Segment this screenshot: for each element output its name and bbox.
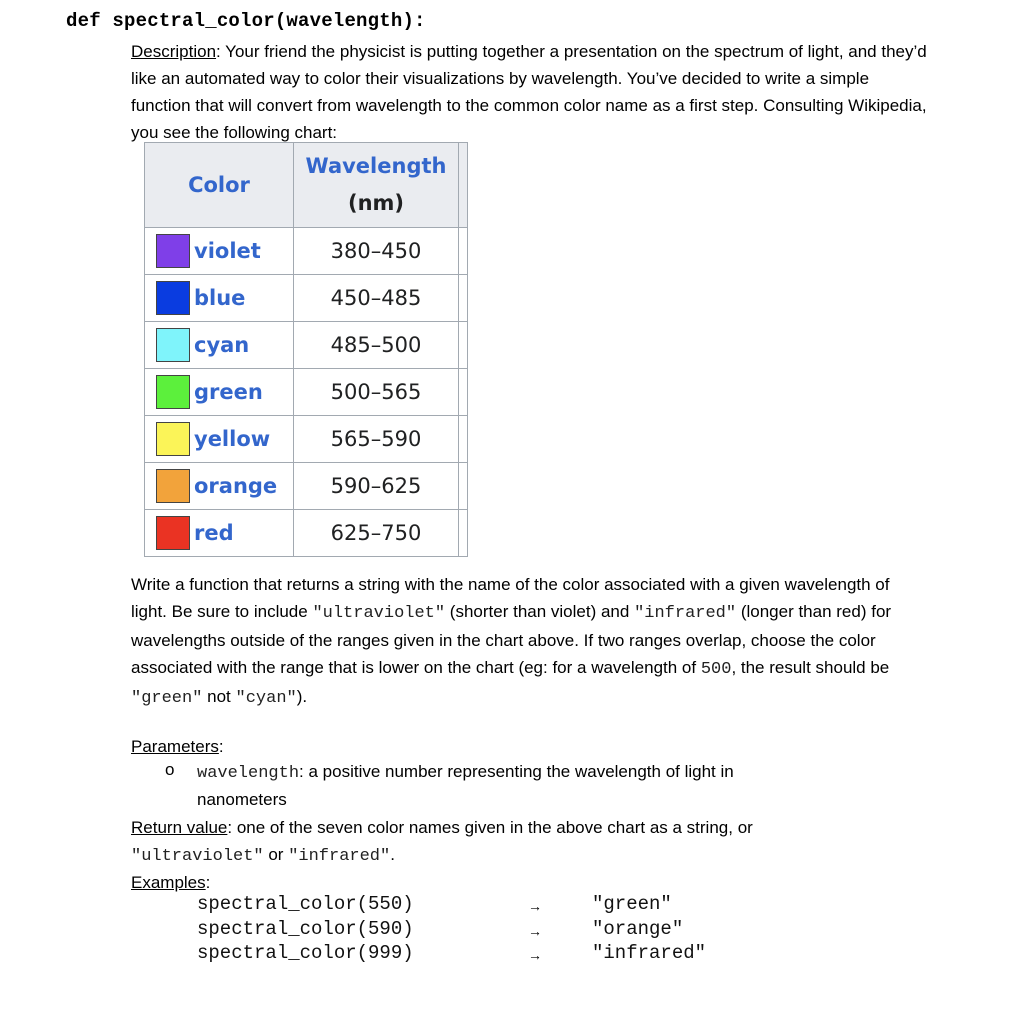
task-text: , the result should be	[731, 658, 890, 677]
extra-cell	[459, 510, 468, 557]
example-call: spectral_color(550)	[197, 893, 414, 915]
task-text: ).	[296, 687, 308, 706]
parameter-bullet: o	[165, 760, 175, 779]
table-row	[145, 510, 468, 557]
color-cell	[145, 510, 294, 557]
table-row	[145, 463, 468, 510]
task-paragraph	[131, 571, 921, 712]
task-text: (shorter than violet) and	[445, 602, 635, 621]
arrow-icon: →	[528, 923, 542, 939]
inline-code: "cyan"	[235, 689, 297, 708]
range-cell: 565–590	[294, 416, 459, 463]
range-cell: 625–750	[294, 510, 459, 557]
extra-cell	[459, 416, 468, 463]
description-label: Description	[131, 42, 217, 61]
color-cell	[145, 322, 294, 369]
color-cell	[145, 228, 294, 275]
color-swatch	[156, 328, 190, 362]
wavelength-header-line1: Wavelength	[305, 154, 447, 178]
extra-cell	[459, 463, 468, 510]
inline-code: "ultraviolet"	[312, 604, 446, 623]
table-row	[145, 416, 468, 463]
range-cell: 500–565	[294, 369, 459, 416]
inline-code: "ultraviolet"	[131, 847, 264, 866]
color-cell	[145, 416, 294, 463]
return-value-label: Return value	[131, 818, 228, 837]
color-swatch	[156, 375, 190, 409]
parameters-heading: Parameters:	[131, 737, 224, 756]
description-text: : Your friend the physicist is putting together a presentation on the spectrum of light, and they’d like an automated way to color their visualizations by wavelength. You’ve decided to write a simple function that will convert from wavelength to the common color name as a first step. Consulting Wikipedia, you see the following chart:	[131, 42, 927, 142]
extra-cell	[459, 322, 468, 369]
extra-cell	[459, 369, 468, 416]
inline-code: "infrared"	[288, 847, 391, 866]
color-swatch	[156, 469, 190, 503]
example-result: "green"	[592, 893, 672, 915]
task-text: (longer than red) for wavelengths outside of the ranges given in the chart above. If two ranges overlap, choose the color associated with the range that is lower on the chart (eg: for a wavelength of	[131, 602, 892, 677]
color-link[interactable]: violet	[194, 239, 261, 263]
table-header-row	[145, 143, 468, 228]
parameter-name: wavelength	[197, 764, 300, 783]
table-row	[145, 322, 468, 369]
parameters-label: Parameters	[131, 737, 219, 756]
return-value-paragraph	[131, 814, 931, 870]
table-row	[145, 228, 468, 275]
example-result: "infrared"	[592, 942, 707, 964]
example-call: spectral_color(999)	[197, 942, 414, 964]
color-link[interactable]: blue	[194, 286, 246, 310]
extra-column-header	[459, 143, 468, 228]
inline-code: "infrared"	[634, 604, 737, 623]
parameter-desc-cont: nanometers	[197, 790, 287, 809]
color-link[interactable]: cyan	[194, 333, 250, 357]
color-link[interactable]: red	[194, 521, 234, 545]
color-swatch	[156, 281, 190, 315]
examples-heading: Examples:	[131, 873, 211, 892]
color-swatch	[156, 516, 190, 550]
example-result: "orange"	[592, 918, 684, 940]
range-cell: 485–500	[294, 322, 459, 369]
color-cell	[145, 369, 294, 416]
description-paragraph	[131, 38, 931, 146]
examples-label: Examples	[131, 873, 206, 892]
return-value-text: : one of the seven color names given in the above chart as a string, or	[227, 818, 753, 837]
range-cell: 450–485	[294, 275, 459, 322]
return-value-text: .	[390, 845, 395, 864]
inline-code: 500	[700, 660, 732, 679]
color-link[interactable]: yellow	[194, 427, 271, 451]
inline-code: "green"	[131, 689, 203, 708]
table-row	[145, 275, 468, 322]
color-wavelength-table	[144, 142, 468, 557]
task-text: not	[202, 687, 236, 706]
table-row	[145, 369, 468, 416]
function-signature: def spectral_color(wavelength):	[66, 10, 426, 32]
color-column-header[interactable]: Color	[145, 143, 294, 228]
color-swatch	[156, 234, 190, 268]
range-cell: 380–450	[294, 228, 459, 275]
example-call: spectral_color(590)	[197, 918, 414, 940]
parameter-desc: : a positive number representing the wavelength of light in	[299, 762, 734, 781]
arrow-icon: →	[528, 947, 542, 963]
color-swatch	[156, 422, 190, 456]
color-link[interactable]: green	[194, 380, 263, 404]
color-cell	[145, 463, 294, 510]
range-cell: 590–625	[294, 463, 459, 510]
return-value-text: or	[263, 845, 289, 864]
color-cell	[145, 275, 294, 322]
parameter-item	[197, 758, 897, 787]
extra-cell	[459, 228, 468, 275]
task-text: Write a function that returns a string with the name of the color associated with a given wavelength of light. Be sure to include	[131, 575, 890, 621]
arrow-icon: →	[528, 898, 542, 914]
extra-cell	[459, 275, 468, 322]
color-link[interactable]: orange	[194, 474, 278, 498]
wavelength-header-line2: (nm)	[347, 191, 405, 215]
wavelength-column-header[interactable]	[294, 143, 459, 228]
